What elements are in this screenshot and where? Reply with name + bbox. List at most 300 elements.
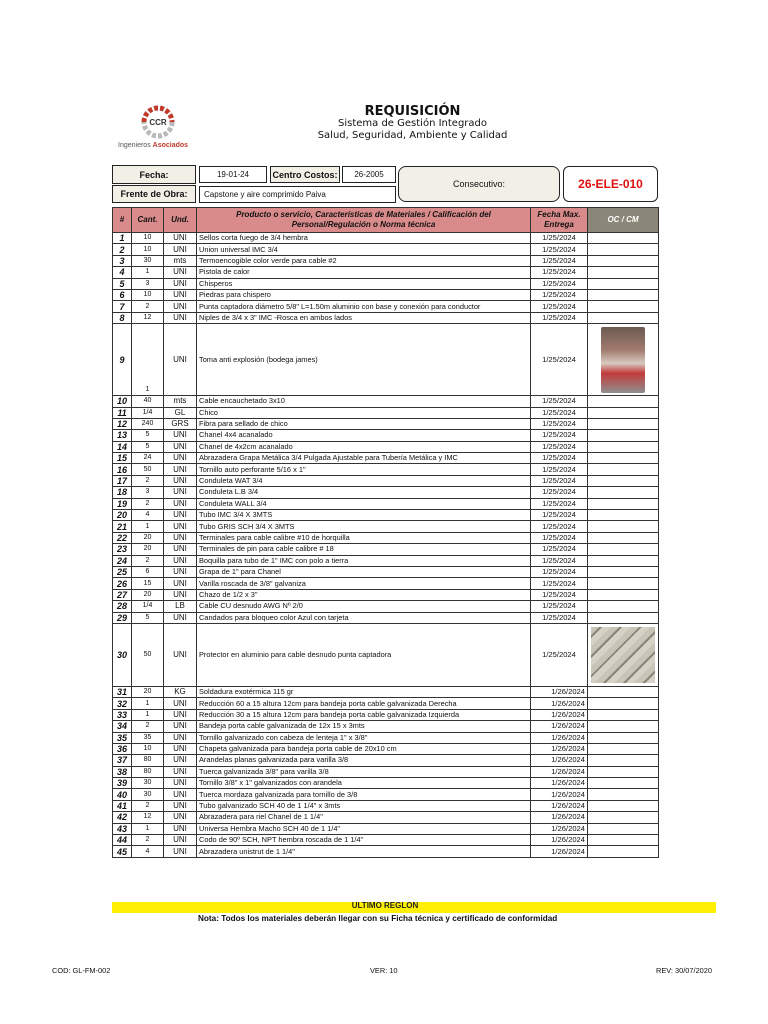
row-oc-cm [588, 532, 659, 543]
row-number: 5 [113, 278, 132, 289]
row-delivery-date: 1/25/2024 [531, 601, 588, 612]
row-quantity: 40 [132, 396, 164, 407]
row-oc-cm [588, 544, 659, 555]
row-oc-cm [588, 407, 659, 418]
logo-caption: Ingenieros Asociados [118, 142, 189, 149]
row-unit: UNI [164, 555, 197, 566]
table-row [113, 789, 659, 800]
table-row [113, 578, 659, 589]
row-quantity: 1/4 [132, 407, 164, 418]
consecutivo-value[interactable]: 26-ELE-010 [563, 166, 658, 202]
row-quantity: 10 [132, 244, 164, 255]
row-number: 2 [113, 244, 132, 255]
row-quantity: 2 [132, 835, 164, 846]
row-unit: UNI [164, 244, 197, 255]
table-row [113, 418, 659, 429]
row-number: 24 [113, 555, 132, 566]
row-delivery-date: 1/25/2024 [531, 566, 588, 577]
row-oc-cm [588, 244, 659, 255]
item-photo [591, 627, 655, 683]
row-quantity: 4 [132, 846, 164, 857]
row-unit: UNI [164, 487, 197, 498]
row-number: 22 [113, 532, 132, 543]
row-delivery-date: 1/25/2024 [531, 612, 588, 623]
row-description: Abrazadera para riel Chanel de 1 1/4" [197, 812, 531, 823]
row-unit: UNI [164, 623, 197, 686]
row-delivery-date: 1/26/2024 [531, 766, 588, 777]
row-unit: GL [164, 407, 197, 418]
row-oc-cm [588, 732, 659, 743]
row-quantity: 2 [132, 800, 164, 811]
row-unit: UNI [164, 812, 197, 823]
row-unit: UNI [164, 289, 197, 300]
row-number: 12 [113, 418, 132, 429]
row-oc-cm [588, 453, 659, 464]
table-row [113, 244, 659, 255]
table-row [113, 544, 659, 555]
row-description: Arandelas planas galvanizada para varilla 3/8 [197, 755, 531, 766]
row-delivery-date: 1/25/2024 [531, 255, 588, 266]
row-quantity: 1/4 [132, 601, 164, 612]
row-oc-cm [588, 396, 659, 407]
row-quantity: 1 [132, 698, 164, 709]
table-row [113, 686, 659, 697]
row-unit: UNI [164, 324, 197, 396]
row-oc-cm [588, 698, 659, 709]
row-delivery-date: 1/25/2024 [531, 301, 588, 312]
row-delivery-date: 1/25/2024 [531, 278, 588, 289]
table-row [113, 532, 659, 543]
row-description: Protector en aluminio para cable desnudo punta captadora [197, 623, 531, 686]
row-oc-cm [588, 789, 659, 800]
row-unit: UNI [164, 755, 197, 766]
footer-ver: VER: 10 [370, 966, 398, 975]
row-description: Abrazadera unistrut de 1 1/4" [197, 846, 531, 857]
row-delivery-date: 1/26/2024 [531, 743, 588, 754]
table-row [113, 823, 659, 834]
row-delivery-date: 1/26/2024 [531, 755, 588, 766]
table-row [113, 623, 659, 686]
row-oc-cm [588, 555, 659, 566]
row-description: Bandeja porta cable galvanizada de 12x 15 x 3mts [197, 721, 531, 732]
table-row [113, 589, 659, 600]
row-number: 18 [113, 487, 132, 498]
frente-obra-value[interactable]: Capstone y aire comprimido Paiva [199, 186, 396, 203]
row-number: 15 [113, 453, 132, 464]
row-number: 21 [113, 521, 132, 532]
row-oc-cm [588, 709, 659, 720]
row-quantity: 240 [132, 418, 164, 429]
row-oc-cm [588, 823, 659, 834]
row-oc-cm [588, 510, 659, 521]
row-quantity: 1 [132, 324, 164, 396]
row-oc-cm [588, 441, 659, 452]
centro-costos-label: Centro Costos: [270, 166, 340, 183]
row-unit: UNI [164, 233, 197, 244]
row-number: 38 [113, 766, 132, 777]
row-description: Chanel 4x4 acanalado [197, 430, 531, 441]
row-quantity: 1 [132, 709, 164, 720]
row-quantity: 5 [132, 441, 164, 452]
row-number: 11 [113, 407, 132, 418]
row-delivery-date: 1/26/2024 [531, 789, 588, 800]
row-quantity: 6 [132, 566, 164, 577]
fecha-value[interactable]: 19-01-24 [199, 166, 267, 183]
row-oc-cm [588, 301, 659, 312]
items-table [112, 207, 659, 858]
col-num: # [113, 208, 132, 233]
table-row [113, 732, 659, 743]
col-oc-cm: OC / CM [588, 208, 659, 233]
row-description: Tornillo galvanizado con cabeza de lenteja 1" x 3/8" [197, 732, 531, 743]
row-oc-cm [588, 521, 659, 532]
row-delivery-date: 1/25/2024 [531, 453, 588, 464]
table-row [113, 510, 659, 521]
row-oc-cm [588, 418, 659, 429]
row-unit: UNI [164, 521, 197, 532]
row-number: 44 [113, 835, 132, 846]
row-quantity: 80 [132, 755, 164, 766]
row-quantity: 80 [132, 766, 164, 777]
row-quantity: 30 [132, 255, 164, 266]
row-number: 25 [113, 566, 132, 577]
row-description: Tubo GRIS SCH 3/4 X 3MTS [197, 521, 531, 532]
row-delivery-date: 1/25/2024 [531, 312, 588, 323]
row-oc-cm [588, 623, 659, 686]
row-description: Tornillo 3/8" x 1" galvanizados con arandela [197, 778, 531, 789]
row-oc-cm [588, 612, 659, 623]
row-oc-cm [588, 578, 659, 589]
row-number: 9 [113, 324, 132, 396]
table-row [113, 521, 659, 532]
row-quantity: 50 [132, 464, 164, 475]
row-oc-cm [588, 255, 659, 266]
row-unit: UNI [164, 510, 197, 521]
footer-rev: REV: 30/07/2020 [656, 966, 713, 975]
row-delivery-date: 1/25/2024 [531, 578, 588, 589]
row-number: 3 [113, 255, 132, 266]
row-number: 45 [113, 846, 132, 857]
row-number: 19 [113, 498, 132, 509]
row-oc-cm [588, 835, 659, 846]
row-delivery-date: 1/25/2024 [531, 498, 588, 509]
row-oc-cm [588, 686, 659, 697]
row-delivery-date: 1/25/2024 [531, 510, 588, 521]
row-number: 7 [113, 301, 132, 312]
row-number: 34 [113, 721, 132, 732]
row-number: 40 [113, 789, 132, 800]
row-quantity: 12 [132, 812, 164, 823]
footer-cod: COD: GL-FM-002 [52, 966, 111, 975]
table-row [113, 441, 659, 452]
row-unit: UNI [164, 566, 197, 577]
row-number: 36 [113, 743, 132, 754]
row-quantity: 5 [132, 612, 164, 623]
row-quantity: 4 [132, 510, 164, 521]
row-description: Tubo IMC 3/4 X 3MTS [197, 510, 531, 521]
row-oc-cm [588, 487, 659, 498]
row-quantity: 1 [132, 823, 164, 834]
row-oc-cm [588, 289, 659, 300]
table-row [113, 453, 659, 464]
ultimo-reglon: ULTIMO REGLON [351, 901, 419, 910]
row-oc-cm [588, 721, 659, 732]
row-delivery-date: 1/25/2024 [531, 544, 588, 555]
row-unit: UNI [164, 464, 197, 475]
row-description: Sellos corta fuego de 3/4 hembra [197, 233, 531, 244]
row-quantity: 1 [132, 267, 164, 278]
row-delivery-date: 1/26/2024 [531, 778, 588, 789]
row-number: 23 [113, 544, 132, 555]
row-description: Terminales de pin para cable calibre # 18 [197, 544, 531, 555]
row-oc-cm [588, 743, 659, 754]
row-oc-cm [588, 800, 659, 811]
row-quantity: 20 [132, 589, 164, 600]
row-description: Punta captadora diámetro 5/8" L=1.50m aluminio con base y conexión para conductor [197, 301, 531, 312]
row-unit: UNI [164, 835, 197, 846]
row-unit: GRS [164, 418, 197, 429]
row-description: Conduleta WALL 3/4 [197, 498, 531, 509]
row-quantity: 10 [132, 289, 164, 300]
row-delivery-date: 1/26/2024 [531, 846, 588, 857]
table-row [113, 289, 659, 300]
row-description: Cable encauchetado 3x10 [197, 396, 531, 407]
row-unit: UNI [164, 430, 197, 441]
table-row [113, 721, 659, 732]
row-description: Fibra para sellado de chico [197, 418, 531, 429]
row-description: Reducción 60 a 15 altura 12cm para bandeja porta cable galvanizada Derecha [197, 698, 531, 709]
table-row [113, 278, 659, 289]
row-number: 14 [113, 441, 132, 452]
row-number: 27 [113, 589, 132, 600]
row-delivery-date: 1/25/2024 [531, 289, 588, 300]
row-unit: UNI [164, 301, 197, 312]
row-description: Universa Hembra Macho SCH 40 de 1 1/4" [197, 823, 531, 834]
row-description: Tuerca galvanizada 3/8" para varilla 3/8 [197, 766, 531, 777]
row-description: Reducción 30 a 15 altura 12cm para bandeja porta cable galvanizada Izquierda [197, 709, 531, 720]
table-row [113, 612, 659, 623]
table-row [113, 698, 659, 709]
row-quantity: 2 [132, 301, 164, 312]
row-quantity: 24 [132, 453, 164, 464]
row-quantity: 20 [132, 686, 164, 697]
row-quantity: 30 [132, 778, 164, 789]
row-description: Grapa de 1" para Chanel [197, 566, 531, 577]
row-description: Varilla roscada de 3/8" galvaniza [197, 578, 531, 589]
row-quantity: 3 [132, 278, 164, 289]
row-oc-cm [588, 766, 659, 777]
row-delivery-date: 1/25/2024 [531, 407, 588, 418]
row-description: Pistola de calor [197, 267, 531, 278]
row-unit: UNI [164, 278, 197, 289]
table-row [113, 233, 659, 244]
row-unit: UNI [164, 766, 197, 777]
row-delivery-date: 1/25/2024 [531, 589, 588, 600]
row-number: 41 [113, 800, 132, 811]
row-unit: UNI [164, 498, 197, 509]
col-fecha: Fecha Max. Entrega [531, 208, 588, 233]
subtitle-system: Sistema de Gestión Integrado [338, 118, 487, 129]
row-oc-cm [588, 475, 659, 486]
table-row [113, 487, 659, 498]
row-unit: UNI [164, 743, 197, 754]
row-unit: UNI [164, 453, 197, 464]
row-delivery-date: 1/25/2024 [531, 464, 588, 475]
col-und: Und. [164, 208, 197, 233]
row-unit: UNI [164, 532, 197, 543]
table-row [113, 566, 659, 577]
subtitle-scope: Salud, Seguridad, Ambiente y Calidad [317, 130, 508, 141]
table-row [113, 255, 659, 266]
row-delivery-date: 1/25/2024 [531, 475, 588, 486]
row-oc-cm [588, 812, 659, 823]
table-row [113, 396, 659, 407]
row-description: Soldadura exotérmica 115 gr [197, 686, 531, 697]
row-unit: UNI [164, 267, 197, 278]
row-oc-cm [588, 589, 659, 600]
row-description: Chisperos [197, 278, 531, 289]
row-unit: UNI [164, 698, 197, 709]
row-oc-cm [588, 312, 659, 323]
row-number: 39 [113, 778, 132, 789]
col-producto: Producto o servicio, Características de Materiales / Calificación del Personal/Regulación o Norma técnica [197, 208, 531, 233]
table-row [113, 835, 659, 846]
row-number: 13 [113, 430, 132, 441]
row-description: Termoencogible color verde para cable #2 [197, 255, 531, 266]
row-delivery-date: 1/25/2024 [531, 623, 588, 686]
row-delivery-date: 1/26/2024 [531, 800, 588, 811]
row-number: 43 [113, 823, 132, 834]
row-number: 28 [113, 601, 132, 612]
row-quantity: 50 [132, 623, 164, 686]
row-oc-cm [588, 566, 659, 577]
row-oc-cm [588, 324, 659, 396]
table-row [113, 430, 659, 441]
row-number: 6 [113, 289, 132, 300]
row-description: Chapeta galvanizada para bandeja porta cable de 20x10 cm [197, 743, 531, 754]
row-description: Chico [197, 407, 531, 418]
row-unit: mts [164, 255, 197, 266]
row-oc-cm [588, 464, 659, 475]
row-unit: UNI [164, 800, 197, 811]
row-description: Toma anti explosión (bodega james) [197, 324, 531, 396]
row-delivery-date: 1/25/2024 [531, 487, 588, 498]
row-unit: UNI [164, 589, 197, 600]
table-row [113, 778, 659, 789]
row-quantity: 20 [132, 532, 164, 543]
row-quantity: 2 [132, 555, 164, 566]
row-number: 8 [113, 312, 132, 323]
row-delivery-date: 1/25/2024 [531, 532, 588, 543]
row-delivery-date: 1/25/2024 [531, 430, 588, 441]
table-row [113, 846, 659, 857]
row-oc-cm [588, 267, 659, 278]
row-description: Tornillo auto perforante 5/16 x 1" [197, 464, 531, 475]
row-quantity: 10 [132, 743, 164, 754]
table-row [113, 766, 659, 777]
row-delivery-date: 1/26/2024 [531, 812, 588, 823]
row-unit: UNI [164, 578, 197, 589]
row-delivery-date: 1/26/2024 [531, 698, 588, 709]
row-oc-cm [588, 498, 659, 509]
row-quantity: 2 [132, 721, 164, 732]
row-unit: UNI [164, 441, 197, 452]
row-delivery-date: 1/25/2024 [531, 396, 588, 407]
row-description: Chazo de 1/2 x 3" [197, 589, 531, 600]
row-unit: UNI [164, 846, 197, 857]
row-description: Conduleta WAT 3/4 [197, 475, 531, 486]
row-description: Terminales para cable calibre #10 de horquilla [197, 532, 531, 543]
row-description: Piedras para chispero [197, 289, 531, 300]
row-delivery-date: 1/25/2024 [531, 441, 588, 452]
frente-obra-label: Frente de Obra: [112, 185, 196, 203]
row-delivery-date: 1/26/2024 [531, 709, 588, 720]
row-oc-cm [588, 278, 659, 289]
row-quantity: 20 [132, 544, 164, 555]
row-unit: KG [164, 686, 197, 697]
row-number: 26 [113, 578, 132, 589]
table-row [113, 555, 659, 566]
row-quantity: 3 [132, 487, 164, 498]
row-unit: UNI [164, 475, 197, 486]
row-delivery-date: 1/26/2024 [531, 732, 588, 743]
row-description: Chanel de 4x2cm acanalado [197, 441, 531, 452]
row-unit: UNI [164, 312, 197, 323]
row-quantity: 30 [132, 789, 164, 800]
row-delivery-date: 1/25/2024 [531, 521, 588, 532]
row-description: Tubo galvanizado SCH 40 de 1 1/4" x 3mts [197, 800, 531, 811]
row-description: Conduleta L.B 3/4 [197, 487, 531, 498]
row-description: Boquilla para tubo de 1" IMC con polo a tierra [197, 555, 531, 566]
table-row [113, 312, 659, 323]
table-row [113, 498, 659, 509]
row-unit: UNI [164, 721, 197, 732]
row-oc-cm [588, 601, 659, 612]
row-description: Tuerca mordaza galvanizada para tornillo de 3/8 [197, 789, 531, 800]
table-row [113, 601, 659, 612]
row-delivery-date: 1/25/2024 [531, 267, 588, 278]
row-delivery-date: 1/26/2024 [531, 823, 588, 834]
row-number: 16 [113, 464, 132, 475]
table-row [113, 267, 659, 278]
table-row [113, 709, 659, 720]
row-number: 30 [113, 623, 132, 686]
row-oc-cm [588, 755, 659, 766]
row-quantity: 10 [132, 233, 164, 244]
row-quantity: 12 [132, 312, 164, 323]
row-quantity: 35 [132, 732, 164, 743]
row-unit: UNI [164, 544, 197, 555]
row-number: 10 [113, 396, 132, 407]
row-delivery-date: 1/26/2024 [531, 686, 588, 697]
row-oc-cm [588, 233, 659, 244]
fecha-label: Fecha: [112, 165, 196, 184]
table-row [113, 301, 659, 312]
row-delivery-date: 1/26/2024 [531, 835, 588, 846]
row-oc-cm [588, 778, 659, 789]
centro-costos-value[interactable]: 26-2005 [342, 166, 396, 183]
row-unit: UNI [164, 823, 197, 834]
row-quantity: 2 [132, 498, 164, 509]
row-number: 33 [113, 709, 132, 720]
row-unit: UNI [164, 778, 197, 789]
company-logo [134, 102, 182, 142]
row-quantity: 1 [132, 521, 164, 532]
table-row [113, 755, 659, 766]
row-quantity: 2 [132, 475, 164, 486]
col-cant: Cant. [132, 208, 164, 233]
row-oc-cm [588, 846, 659, 857]
